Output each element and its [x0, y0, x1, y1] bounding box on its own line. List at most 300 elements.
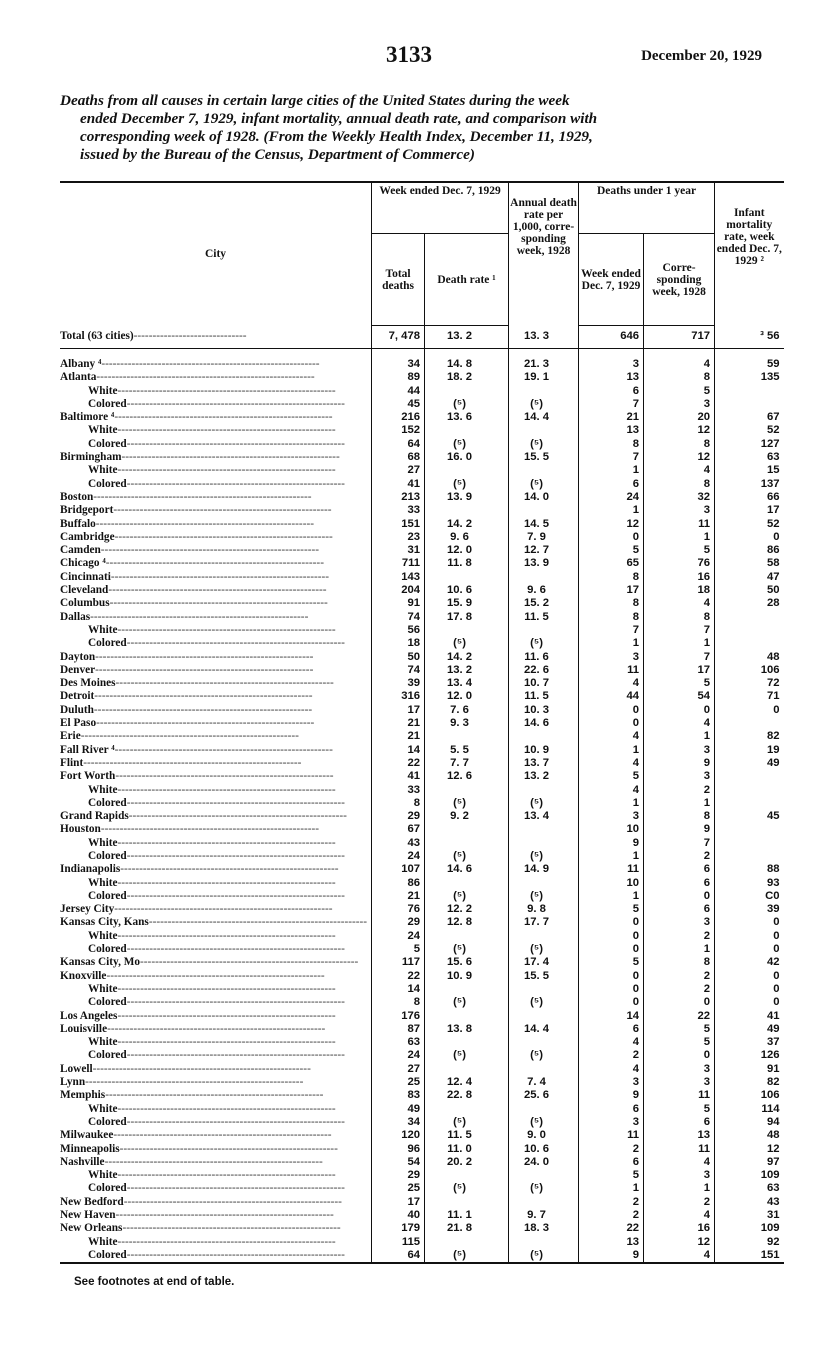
leader-dots: ---------------------------------------------------------- — [117, 929, 336, 942]
row-total-deaths: 40 — [372, 1209, 425, 1222]
row-total-deaths: 29 — [372, 916, 425, 929]
row-annual-rate: 21. 3 — [509, 358, 579, 371]
row-city — [60, 956, 372, 969]
row-city-label: Albany ⁴ — [60, 358, 102, 370]
row-total-deaths: 29 — [372, 1169, 425, 1182]
row-infant-rate — [715, 850, 784, 863]
table-row — [60, 424, 784, 437]
leader-dots: ---------------------------------------------------------- — [126, 1049, 345, 1062]
row-deaths-under1-1928: 18 — [644, 584, 715, 597]
row-total-deaths: 74 — [372, 611, 425, 624]
row-infant-rate: 39 — [766, 903, 780, 916]
row-annual-rate: 10. 3 — [509, 704, 579, 717]
row-deaths-under1-1928: 3 — [644, 504, 715, 517]
row-total-deaths: 27 — [372, 1063, 425, 1076]
row-deaths-under1: 8 — [579, 571, 644, 584]
row-infant-rate: 0 — [773, 530, 780, 543]
row-city — [60, 863, 372, 876]
row-city — [60, 970, 372, 983]
row-deaths-under1-1928: 1 — [644, 730, 715, 743]
row-annual-rate: 11. 5 — [509, 690, 579, 703]
table-row — [60, 1103, 784, 1116]
row-annual-rate: (⁵) — [509, 478, 579, 491]
leader-dots: ---------------------------------------------------------- — [96, 371, 315, 384]
table-row — [60, 850, 784, 863]
row-city-label: Indianapolis — [60, 863, 121, 876]
row-deaths-under1: 0 — [579, 930, 644, 943]
row-city — [60, 1182, 372, 1195]
row-deaths-under1: 6 — [579, 385, 644, 398]
leader-dots: ---------------------------------------------------------- — [126, 397, 345, 410]
row-death-rate: 14. 2 — [425, 651, 509, 664]
row-city-label: Colored — [88, 1049, 127, 1062]
row-death-rate — [425, 784, 509, 797]
row-deaths-under1-1928: 0 — [644, 890, 715, 903]
row-annual-rate: 7. 4 — [509, 1076, 579, 1089]
row-city — [60, 411, 372, 424]
row-total-deaths: 24 — [372, 1049, 425, 1062]
row-total-deaths: 14 — [372, 744, 425, 757]
row-deaths-under1: 6 — [579, 1156, 644, 1169]
row-deaths-under1: 4 — [579, 1063, 644, 1076]
row-total-deaths: 117 — [372, 956, 425, 969]
row-city-label: Bridgeport — [60, 504, 114, 517]
row-total-deaths: 17 — [372, 704, 425, 717]
row-city — [60, 1156, 372, 1169]
table-row — [60, 1049, 784, 1062]
row-city — [60, 438, 372, 451]
leader-dots: ---------------------------------------------------------- — [114, 411, 333, 424]
row-total-deaths: 22 — [372, 970, 425, 983]
row-city — [60, 1196, 372, 1209]
row-total-deaths: 24 — [372, 850, 425, 863]
row-total-deaths: 50 — [372, 651, 425, 664]
row-annual-rate — [509, 464, 579, 477]
leader-dots: ---------------------------------------------------------- — [126, 477, 345, 490]
leader-dots: ---------------------------------------------------------- — [121, 451, 340, 464]
row-infant-rate — [715, 624, 784, 637]
row-city-label: New Orleans — [60, 1222, 123, 1235]
row-total-deaths: 56 — [372, 624, 425, 637]
row-city — [60, 557, 372, 570]
row-annual-rate: (⁵) — [509, 398, 579, 411]
row-total-deaths: 41 — [372, 770, 425, 783]
row-deaths-under1-1928: 4 — [644, 1209, 715, 1222]
row-total-deaths: 24 — [372, 930, 425, 943]
row-death-rate — [425, 1103, 509, 1116]
row-infant-rate — [715, 398, 784, 411]
row-deaths-under1-1928: 8 — [644, 956, 715, 969]
row-death-rate — [425, 730, 509, 743]
leader-dots: ---------------------------------------------------------- — [83, 756, 302, 769]
row-infant-rate: 91 — [766, 1062, 780, 1075]
row-deaths-under1: 2 — [579, 1143, 644, 1156]
row-deaths-under1: 24 — [579, 491, 644, 504]
row-death-rate: 12. 2 — [425, 903, 509, 916]
row-total-deaths: 22 — [372, 757, 425, 770]
row-city — [60, 531, 372, 544]
table-row — [60, 903, 784, 916]
row-infant-rate: 0 — [773, 703, 780, 716]
row-annual-rate — [509, 983, 579, 996]
row-death-rate — [425, 1063, 509, 1076]
table-row — [60, 784, 784, 797]
row-city — [60, 943, 372, 956]
row-city — [60, 1129, 372, 1142]
row-deaths-under1-1928: 8 — [644, 371, 715, 384]
row-death-rate — [425, 424, 509, 437]
row-city — [60, 1209, 372, 1222]
row-city — [60, 770, 372, 783]
row-total-deaths: 63 — [372, 1036, 425, 1049]
row-city — [60, 717, 372, 730]
row-death-rate — [425, 1036, 509, 1049]
leader-dots: ---------------------------------------------------------- — [122, 1222, 341, 1235]
table-row — [60, 970, 784, 983]
row-death-rate: 14. 6 — [425, 863, 509, 876]
row-annual-rate: (⁵) — [509, 1249, 579, 1263]
row-infant-rate: 48 — [766, 1129, 780, 1142]
row-deaths-under1: 5 — [579, 903, 644, 916]
leader-dots: ---------------------------------------------------------- — [126, 796, 345, 809]
row-annual-rate — [509, 1010, 579, 1023]
leader-dots: ---------------------------------------------------------- — [105, 557, 324, 570]
row-city — [60, 1010, 372, 1023]
leader-dots: ---------------------------------------------------------- — [80, 730, 299, 743]
table-row — [60, 1036, 784, 1049]
row-annual-rate: 9. 6 — [509, 584, 579, 597]
table-row — [60, 690, 784, 703]
row-infant-rate: 59 — [766, 358, 780, 370]
row-city — [60, 744, 372, 757]
row-annual-rate: 9. 0 — [509, 1129, 579, 1142]
row-city — [60, 597, 372, 610]
leader-dots: ---------------------------------------------------------- — [85, 1076, 304, 1089]
row-total-deaths: 29 — [372, 810, 425, 823]
table-row — [60, 916, 784, 929]
leader-dots: ---------------------------------------------------------- — [114, 530, 333, 543]
row-deaths-under1-1928: 7 — [644, 624, 715, 637]
leader-dots: ---------------------------------------------------------- — [109, 597, 328, 610]
row-deaths-under1: 1 — [579, 744, 644, 757]
row-infant-rate — [715, 797, 784, 810]
row-infant-rate: 0 — [773, 982, 780, 995]
table-row — [60, 411, 784, 424]
row-deaths-under1-1928: 3 — [644, 1169, 715, 1182]
table-row — [60, 478, 784, 491]
table-row — [60, 464, 784, 477]
leader-dots: ---------------------------------------------------------- — [107, 1022, 326, 1035]
row-annual-rate: 14. 9 — [509, 863, 579, 876]
table-row — [60, 584, 784, 597]
row-annual-rate: (⁵) — [509, 996, 579, 1009]
leader-dots: ---------------------------------------------------------- — [115, 677, 334, 690]
leader-dots: ---------------------------------------------------------- — [126, 1182, 345, 1195]
leader-dots: ---------------------------------------------------------- — [123, 1195, 342, 1208]
row-deaths-under1: 8 — [579, 597, 644, 610]
row-death-rate: (⁵) — [425, 797, 509, 810]
row-deaths-under1-1928: 0 — [644, 996, 715, 1009]
row-city — [60, 1222, 372, 1235]
row-death-rate — [425, 1196, 509, 1209]
row-infant-rate — [715, 637, 784, 650]
total-city-label: Total (63 cities) — [60, 330, 134, 343]
leader-dots: ---------------------------------------------------------- — [115, 1209, 334, 1221]
leader-dots: ---------------------------------------------------------- — [115, 770, 334, 783]
row-deaths-under1-1928: 4 — [644, 1249, 715, 1263]
row-annual-rate: 14. 4 — [509, 411, 579, 424]
row-city-label: White — [88, 1036, 118, 1049]
row-city-label: Colored — [88, 996, 127, 1009]
row-city-label: Baltimore ⁴ — [60, 411, 115, 424]
row-deaths-under1-1928: 11 — [644, 1089, 715, 1102]
row-death-rate: 16. 0 — [425, 451, 509, 464]
spacer-cell — [372, 349, 425, 359]
row-deaths-under1: 22 — [579, 1222, 644, 1235]
row-deaths-under1-1928: 22 — [644, 1010, 715, 1023]
row-annual-rate — [509, 877, 579, 890]
table-row-total — [60, 326, 784, 349]
row-death-rate: 11. 8 — [425, 557, 509, 570]
row-deaths-under1-1928: 4 — [644, 464, 715, 477]
row-total-deaths: 89 — [372, 371, 425, 384]
row-annual-rate: 15. 5 — [509, 451, 579, 464]
table-row — [60, 704, 784, 717]
table-row — [60, 358, 784, 371]
spacer-cell — [60, 349, 372, 359]
row-infant-rate: ³ 56 — [715, 326, 784, 349]
row-deaths-under1: 7 — [579, 451, 644, 464]
row-city — [60, 451, 372, 464]
row-deaths-under1: 5 — [579, 956, 644, 969]
row-deaths-under1-1928: 2 — [644, 850, 715, 863]
leader-dots: ---------------------------------------------------------- — [126, 889, 345, 902]
row-infant-rate: 37 — [766, 1036, 780, 1049]
row-infant-rate: 67 — [766, 411, 780, 424]
row-death-rate: (⁵) — [425, 1116, 509, 1129]
row-deaths-under1-1928: 16 — [644, 571, 715, 584]
row-city — [60, 1049, 372, 1062]
row-city-label: Houston — [60, 823, 101, 836]
row-annual-rate: 17. 7 — [509, 916, 579, 929]
row-death-rate — [425, 464, 509, 477]
row-city-label: Denver — [60, 663, 96, 676]
row-deaths-under1: 10 — [579, 823, 644, 836]
row-death-rate: (⁵) — [425, 398, 509, 411]
row-total-deaths: 18 — [372, 637, 425, 650]
row-deaths-under1-1928: 13 — [644, 1129, 715, 1142]
row-deaths-under1: 3 — [579, 651, 644, 664]
row-infant-rate: 17 — [766, 504, 780, 517]
col-header-city: City — [60, 182, 372, 326]
row-total-deaths: 49 — [372, 1103, 425, 1116]
row-annual-rate: 13. 7 — [509, 757, 579, 770]
row-city — [60, 1023, 372, 1036]
row-city-label: Colored — [88, 437, 127, 450]
row-city — [60, 651, 372, 664]
row-annual-rate — [509, 730, 579, 743]
leader-dots: ---------------------------------------------------------- — [120, 863, 339, 876]
row-deaths-under1: 13 — [579, 1236, 644, 1249]
row-deaths-under1-1928: 4 — [644, 717, 715, 730]
leader-dots: ---------------------------------------------------------- — [95, 517, 314, 530]
leader-dots: ---------------------------------------------------------- — [126, 943, 345, 956]
row-city — [60, 326, 372, 349]
row-deaths-under1: 4 — [579, 757, 644, 770]
row-death-rate: 13. 8 — [425, 1023, 509, 1036]
leader-dots: ---------------------------------------------------------- — [93, 703, 313, 716]
row-deaths-under1-1928: 5 — [644, 1103, 715, 1116]
row-city — [60, 916, 372, 929]
row-deaths-under1-1928: 3 — [644, 770, 715, 783]
row-deaths-under1-1928: 8 — [644, 438, 715, 451]
row-deaths-under1: 5 — [579, 544, 644, 557]
row-total-deaths: 64 — [372, 1249, 425, 1263]
row-infant-rate: 126 — [760, 1049, 780, 1062]
row-deaths-under1-1928: 0 — [644, 704, 715, 717]
row-infant-rate: 114 — [761, 1102, 780, 1115]
row-death-rate — [425, 385, 509, 398]
row-deaths-under1-1928: 7 — [644, 651, 715, 664]
row-annual-rate — [509, 1196, 579, 1209]
table-row — [60, 624, 784, 637]
row-infant-rate — [715, 385, 784, 398]
row-death-rate: 14. 2 — [425, 518, 509, 531]
row-deaths-under1: 4 — [579, 677, 644, 690]
table-row — [60, 797, 784, 810]
row-total-deaths: 76 — [372, 903, 425, 916]
row-death-rate — [425, 837, 509, 850]
col-header-week-group: Week ended Dec. 7, 1929 — [372, 182, 509, 234]
row-infant-rate: 135 — [760, 371, 780, 384]
row-death-rate — [425, 877, 509, 890]
row-deaths-under1: 0 — [579, 916, 644, 929]
row-city — [60, 1236, 372, 1249]
row-death-rate: 15. 6 — [425, 956, 509, 969]
row-deaths-under1-1928: 5 — [644, 1036, 715, 1049]
col-header-under1-group: Deaths under 1 year — [579, 182, 715, 234]
row-city-label: Colored — [88, 889, 127, 902]
row-city — [60, 850, 372, 863]
row-city — [60, 930, 372, 943]
leader-dots: ---------------------------------------------------------- — [90, 610, 309, 623]
leader-dots: ---------------------------------------------------------- — [113, 1129, 332, 1142]
row-death-rate: 17. 8 — [425, 611, 509, 624]
row-annual-rate: (⁵) — [509, 890, 579, 903]
row-deaths-under1: 2 — [579, 1196, 644, 1209]
row-total-deaths: 21 — [372, 730, 425, 743]
row-deaths-under1-1928: 1 — [644, 637, 715, 650]
table-row — [60, 664, 784, 677]
spacer-cell — [715, 349, 784, 359]
row-annual-rate: (⁵) — [509, 943, 579, 956]
row-city-label: Colored — [88, 397, 127, 410]
row-infant-rate: 49 — [766, 756, 780, 769]
row-city-label: White — [88, 836, 118, 849]
table-row — [60, 1236, 784, 1249]
row-infant-rate: 93 — [766, 876, 780, 889]
row-annual-rate — [509, 1063, 579, 1076]
row-city — [60, 424, 372, 437]
row-city-label: White — [88, 1235, 118, 1248]
row-deaths-under1-1928: 717 — [644, 326, 715, 349]
row-city — [60, 584, 372, 597]
row-annual-rate: (⁵) — [509, 797, 579, 810]
row-infant-rate — [715, 837, 784, 850]
table-row — [60, 1143, 784, 1156]
row-city — [60, 1143, 372, 1156]
row-infant-rate: 12 — [766, 1142, 780, 1155]
row-deaths-under1-1928: 12 — [644, 1236, 715, 1249]
row-total-deaths: 115 — [372, 1236, 425, 1249]
row-annual-rate: 19. 1 — [509, 371, 579, 384]
row-death-rate — [425, 1236, 509, 1249]
table-row — [60, 930, 784, 943]
row-city-label: Cleveland — [60, 584, 109, 597]
row-infant-rate: C0 — [765, 889, 780, 902]
row-deaths-under1-1928: 17 — [644, 664, 715, 677]
row-death-rate — [425, 624, 509, 637]
row-total-deaths: 21 — [372, 890, 425, 903]
row-total-deaths: 45 — [372, 398, 425, 411]
row-city — [60, 996, 372, 1009]
row-city-label: El Paso — [60, 717, 97, 730]
row-annual-rate: 15. 5 — [509, 970, 579, 983]
row-city-label: White — [88, 929, 118, 942]
row-annual-rate: (⁵) — [509, 1049, 579, 1062]
row-deaths-under1: 1 — [579, 637, 644, 650]
row-death-rate: 9. 6 — [425, 531, 509, 544]
row-infant-rate: 82 — [766, 730, 780, 743]
row-deaths-under1-1928: 8 — [644, 810, 715, 823]
row-city-label: Jersey City — [60, 903, 115, 916]
row-deaths-under1: 8 — [579, 611, 644, 624]
row-city — [60, 464, 372, 477]
table-row — [60, 611, 784, 624]
row-deaths-under1-1928: 3 — [644, 1076, 715, 1089]
row-infant-rate: 31 — [766, 1209, 780, 1221]
row-city-label: Cincinnati — [60, 570, 111, 583]
row-city — [60, 730, 372, 743]
row-total-deaths: 25 — [372, 1182, 425, 1195]
leader-dots: ---------------------------------------------------------- — [126, 437, 345, 450]
row-death-rate: 21. 8 — [425, 1222, 509, 1235]
row-deaths-under1: 17 — [579, 584, 644, 597]
row-deaths-under1-1928: 4 — [644, 1156, 715, 1169]
row-annual-rate: 10. 6 — [509, 1143, 579, 1156]
row-infant-rate: 72 — [766, 677, 780, 690]
row-infant-rate: 28 — [766, 597, 780, 610]
row-deaths-under1-1928: 11 — [644, 518, 715, 531]
row-deaths-under1: 6 — [579, 1023, 644, 1036]
row-infant-rate: 0 — [773, 943, 780, 956]
row-city-label: Colored — [88, 1115, 127, 1128]
leader-dots: ---------------------------------------------------------- — [117, 1009, 336, 1022]
row-city — [60, 1036, 372, 1049]
row-city-label: White — [88, 1102, 118, 1115]
table-row — [60, 770, 784, 783]
row-city-label: Memphis — [60, 1089, 106, 1102]
row-city-label: Colored — [88, 637, 127, 650]
leader-dots: ---------------------------------------------------------- — [95, 650, 314, 663]
row-annual-rate: 11. 5 — [509, 611, 579, 624]
row-total-deaths: 107 — [372, 863, 425, 876]
row-infant-rate: 52 — [766, 424, 780, 437]
spacer-cell — [644, 349, 715, 359]
row-city — [60, 690, 372, 703]
row-deaths-under1-1928: 1 — [644, 1182, 715, 1195]
leader-dots: ---------------------------------------------------------- — [108, 584, 327, 597]
